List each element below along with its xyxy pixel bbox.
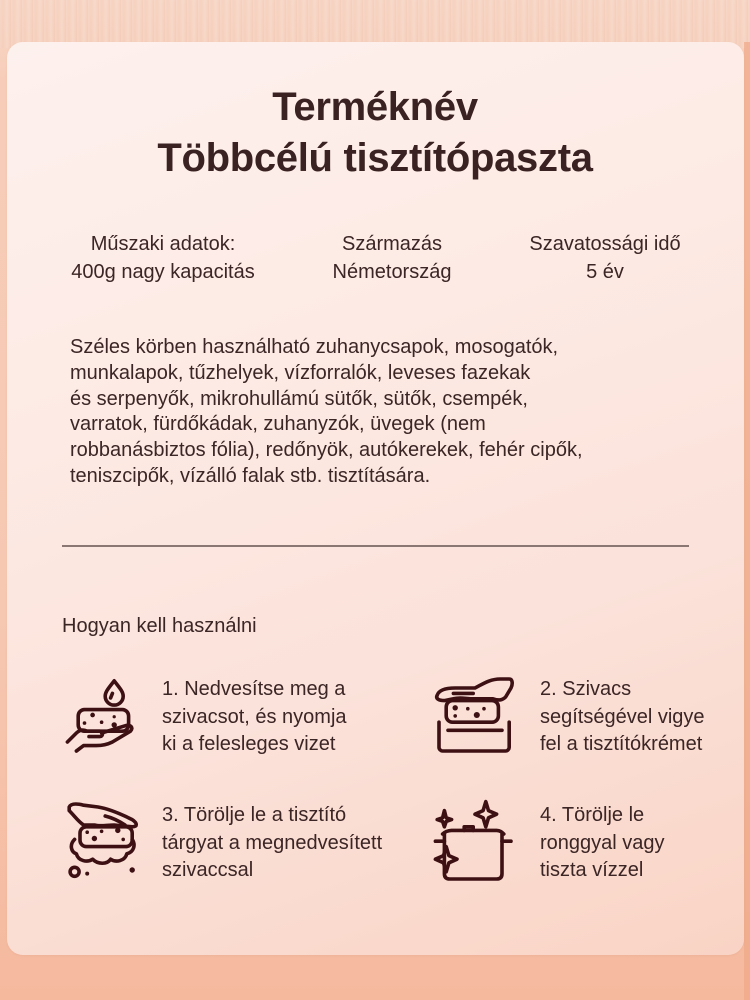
spec-shelf-life [500,230,710,286]
hand-sponge-foam-icon [62,798,152,888]
howto-step-4 [430,798,750,898]
sparkling-pot-icon [430,798,520,888]
step-line: 2. Szivacs [540,678,632,700]
step-text [162,802,382,885]
spec-value: 400g nagy kapacitás [71,261,255,283]
spec-value: Németország [332,261,452,283]
step-line: 3. Törölje le a tisztító [162,804,347,826]
hand-sponge-water-drop-icon [62,670,152,760]
step-line: szivacsot, és nyomja [162,705,347,728]
spec-label: Szavatossági idő [529,233,681,255]
description-line: Széles körben használható zuhanycsapok, mosogatók, [70,336,559,358]
howto-step-2 [430,670,750,770]
step-text [162,676,347,759]
step-text [540,676,705,759]
background-texture [0,0,750,48]
step-line: tárgyat a megnedvesített [162,831,383,854]
section-divider [62,545,689,547]
description-line: teniszcipők, vízálló falak stb. tisztítására. [70,464,431,487]
spec-label: Származás [341,233,443,255]
step-line: fel a tisztítókrémet [540,733,703,755]
description-line: és serpenyők, mikrohullámú sütők, sütők, csempék, [70,387,528,410]
step-line: ronggyal vagy [540,831,665,854]
description-line: varratok, fürdőkádak, zuhanyzók, üvegek (nem [70,413,486,436]
product-description [70,335,710,490]
spec-origin [300,230,484,286]
hand-sponge-container-icon [430,670,520,760]
step-line: 4. Törölje le [540,804,645,826]
step-line: tiszta vízzel [540,859,644,881]
spec-technical-data [52,230,274,286]
spec-list [0,230,750,290]
spec-value: 5 év [586,261,624,283]
howto-step-3 [62,798,392,898]
spec-label: Műszaki adatok: [90,233,236,255]
howto-step-1 [62,670,392,770]
description-line: robbanásbiztos fólia), redőnyök, autókerekek, fehér cipők, [70,439,583,462]
step-text [540,802,665,885]
step-line: 1. Nedvesítse meg a [162,678,346,700]
description-line: munkalapok, tűzhelyek, vízforralók, leveses fazekak [70,361,531,384]
product-name: Többcélú tisztítópaszta [157,136,593,180]
step-line: szivaccsal [162,859,254,881]
howto-heading: Hogyan kell használni [62,615,257,637]
title-label: Terméknév [272,85,478,129]
step-line: ki a felesleges vizet [162,733,336,755]
step-line: segítségével vigye [540,705,705,728]
page-title [0,82,750,184]
